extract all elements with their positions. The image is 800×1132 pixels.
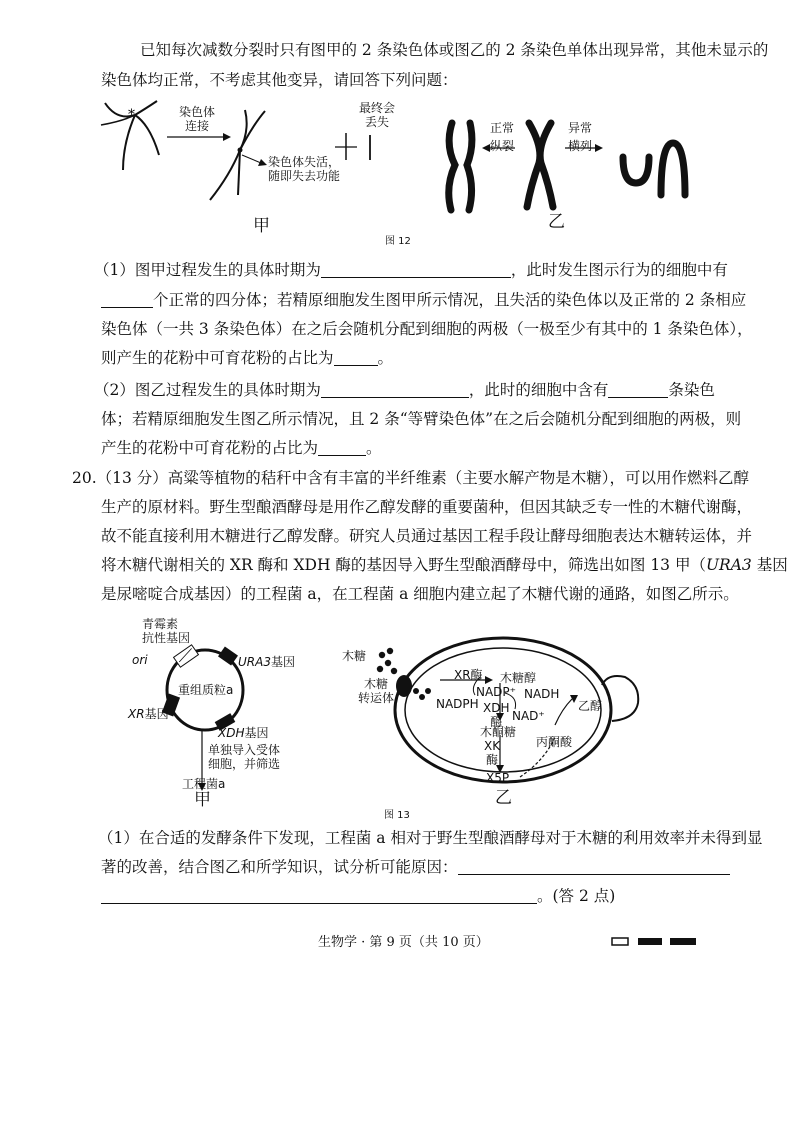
label-xylose: 木糖 <box>342 649 367 663</box>
footer-marks-icon <box>612 935 702 949</box>
label-inactive <box>268 155 340 183</box>
fig12-caption: 图 12 <box>385 236 411 247</box>
q2-blank-ratio[interactable] <box>318 439 366 456</box>
q20-text-l4b: 基因 <box>751 556 788 574</box>
q1-line-2 <box>101 286 746 315</box>
label-abnormal-line-2: 横列 <box>567 139 592 153</box>
fig13-yi-label: 乙 <box>495 788 512 808</box>
label-xr-gene <box>128 707 169 721</box>
label-x5p: X5P <box>486 771 510 785</box>
q1-line-4 <box>101 344 393 373</box>
sub1-line-2 <box>101 853 730 882</box>
label-pyruvate: 丙酮酸 <box>536 735 573 749</box>
label-lost <box>355 101 399 129</box>
label-connect <box>175 105 219 133</box>
label-xr-suffix: 基因 <box>144 707 169 721</box>
label-lost-line-2: 丢失 <box>364 115 389 129</box>
q2-text-l3b: 。 <box>366 439 382 457</box>
label-xdh-enzyme-line-1: XDH <box>483 701 510 715</box>
label-transfer-line-2: 细胞，并筛选 <box>208 757 281 771</box>
label-xdh-enzyme-line-2: 酶 <box>490 715 503 729</box>
figure-13-jia <box>120 615 320 810</box>
q20-line-5: 是尿嘧啶合成基因）的工程菌 a，在工程菌 a 细胞内建立起了木糖代谢的通路，如图乙所示。 <box>101 585 739 603</box>
label-amp-line-2: 抗性基因 <box>142 631 191 645</box>
figure-12 <box>95 95 715 255</box>
figure-13-yi <box>340 625 650 808</box>
svg-text:*: * <box>128 107 135 123</box>
sub1-line-1: （1）在合适的发酵条件下发现，工程菌 a 相对于野生型酿酒酵母对于木糖的利用效率并未得到显 <box>98 829 763 847</box>
label-xylitol: 木糖醇 <box>500 671 537 685</box>
label-xr-enzyme: XR酶 <box>454 668 483 682</box>
label-connect-line-2: 连接 <box>184 119 209 133</box>
label-plasmid: 重组质粒a <box>178 683 234 697</box>
q2-blank-period[interactable] <box>321 381 469 398</box>
q1-blank-count[interactable] <box>101 291 153 308</box>
label-xk-line-1: XK <box>484 739 501 753</box>
sub1-line-3 <box>101 882 615 911</box>
page-footer: 生物学 · 第 9 页（共 10 页） <box>318 935 489 950</box>
label-transfer <box>208 743 280 771</box>
label-abnormal <box>565 121 595 153</box>
label-inactive-line-1: 染色体失活， <box>268 155 341 169</box>
q20-text-l4: 将木糖代谢相关的 XR 酶和 XDH 酶的基因导入野生型酿酒酵母中，筛选出如图 13 甲（ <box>101 556 706 574</box>
q1-text-l2: 个正常的四分体；若精原细胞发生图甲所示情况，且失活的染色体以及正常的 2 条相应 <box>153 291 747 309</box>
label-xylulose: 木酮糖 <box>480 725 517 739</box>
q2-text-l3a: 产生的花粉中可育花粉的占比为 <box>101 439 319 457</box>
label-xdh-name: XDH <box>218 726 245 740</box>
label-ura3-name: URA3 <box>238 655 271 669</box>
label-abnormal-line-1: 异常 <box>567 121 592 135</box>
label-amp-gene <box>142 617 190 645</box>
q2-line-1 <box>94 376 715 405</box>
q1-line-3: 染色体（一共 3 条染色体）在之后会随机分配到细胞的两极（一极至少有其中的 1 条染色体）， <box>101 320 753 338</box>
q2-blank-count[interactable] <box>608 381 668 398</box>
q1-text-b: ，此时发生图示行为的细胞中有 <box>510 261 728 279</box>
label-ethanol: 乙醇 <box>578 699 603 713</box>
sub1-answer-blank-1[interactable] <box>458 858 730 875</box>
footer-marks <box>612 935 702 949</box>
q2-text-a: （2）图乙过程发生的具体时期为 <box>94 381 321 399</box>
q1-line-1 <box>94 256 728 285</box>
label-amp-line-1: 青霉素 <box>142 617 179 631</box>
q20-line-4 <box>101 551 788 580</box>
label-ori: ori <box>132 653 148 667</box>
q1-text-l4b: 。 <box>377 349 394 367</box>
label-normal <box>488 121 516 153</box>
fig12-yi-label: 乙 <box>548 212 565 232</box>
label-ura3-suffix: 基因 <box>270 655 295 669</box>
label-transporter-line-1: 木糖 <box>364 677 389 691</box>
label-connect-line-1: 染色体 <box>178 105 215 119</box>
label-transporter <box>358 677 394 705</box>
q1-text-l4a: 则产生的花粉中可育花粉的占比为 <box>101 349 334 367</box>
q2-line-2: 体；若精原细胞发生图乙所示情况，且 2 条“等臂染色体”在之后会随机分配到细胞的两极，则 <box>101 410 742 428</box>
q20-line-3: 故不能直接利用木糖进行乙醇发酵。研究人员通过基因工程手段让酵母细胞表达木糖转运体，并 <box>101 527 753 545</box>
label-transporter-line-2: 转运体 <box>358 691 395 705</box>
fig12-jia-label: 甲 <box>253 216 270 236</box>
label-inactive-line-2: 随即失去功能 <box>268 169 341 183</box>
label-lost-line-1: 最终会 <box>358 101 395 115</box>
fig13-caption: 图 13 <box>384 810 410 821</box>
q1-blank-ratio[interactable] <box>334 349 378 366</box>
label-strain: 工程菌a <box>182 777 226 791</box>
label-nadp-plus: NADP⁺ <box>476 685 516 699</box>
q2-text-c: 条染色 <box>668 381 715 399</box>
label-normal-line-1: 正常 <box>489 121 514 135</box>
q2-text-b: ，此时的细胞中含有 <box>468 381 609 399</box>
sub1-text-l2: 著的改善，结合图乙和所学知识，试分析可能原因： <box>101 858 458 876</box>
label-xk-line-2: 酶 <box>486 753 499 767</box>
q20-line-2: 生产的原材料。野生型酿酒酵母是用作乙醇发酵的重要菌种，但因其缺乏专一性的木糖代谢酶， <box>101 498 753 516</box>
q20-ura3-italic: URA3 <box>705 556 752 574</box>
label-xdh-suffix: 基因 <box>244 726 269 740</box>
label-nadh: NADH <box>524 687 560 701</box>
fig13-jia-label: 甲 <box>194 790 211 810</box>
intro-line-1: 已知每次减数分裂时只有图甲的 2 条染色体或图乙的 2 条染色单体出现异常，其他未显示的 <box>140 41 769 59</box>
q20-line-1: 20.（13 分）高粱等植物的秸秆中含有丰富的半纤维素（主要水解产物是木糖），可以用作燃料乙醇 <box>72 469 750 487</box>
label-xk-enzyme <box>484 739 500 767</box>
sub1-answer-blank-2[interactable] <box>101 887 537 904</box>
label-normal-line-2: 纵裂 <box>489 139 514 153</box>
label-transfer-line-1: 单独导入受体 <box>208 743 281 757</box>
intro-line-2: 染色体均正常，不考虑其他变异，请回答下列问题： <box>101 71 458 89</box>
sub1-text-l3b: 。(答 2 点) <box>537 887 616 905</box>
q1-blank-period[interactable] <box>321 261 511 278</box>
q1-text-a: （1）图甲过程发生的具体时期为 <box>94 261 321 279</box>
label-nad-plus: NAD⁺ <box>512 709 545 723</box>
q2-line-3 <box>101 434 382 463</box>
label-ura3 <box>238 655 295 669</box>
label-xr-name: XR <box>128 707 145 721</box>
label-xdh-gene <box>218 726 269 740</box>
label-nadph: NADPH <box>436 697 479 711</box>
